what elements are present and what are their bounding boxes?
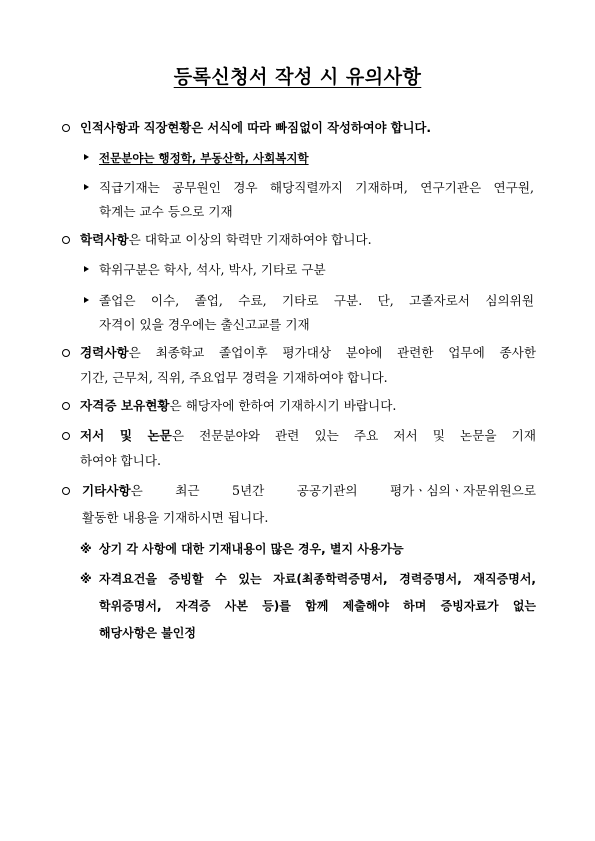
reference-mark-icon: ※ [80, 572, 92, 586]
section-others-rest: 은 최근 5년간 공공기관의 평가ㆍ심의ㆍ자문위원으로 [130, 483, 536, 498]
note-evidence-line1: 자격요건을 증빙할 수 있는 자료(최종학력증명서, 경력증명서, 재직증명서, [99, 572, 536, 586]
sub-specialty-field: 전문분야는 행정학, 부동산학, 사회복지학 [99, 151, 309, 165]
sub-degree: 학위구분은 학사, 석사, 박사, 기타로 구분 [99, 262, 326, 277]
section-publications-line2: 하여야 합니다. [80, 453, 161, 468]
section-publications-head: 저서 및 논문 [80, 428, 172, 443]
triangle-bullet-icon [84, 297, 89, 303]
section-education [80, 232, 372, 248]
section-career [80, 345, 536, 361]
circle-bullet-icon [62, 432, 70, 440]
circle-bullet-icon [62, 236, 70, 244]
section-publications [80, 428, 536, 444]
sub-graduation-line2: 자격이 있을 경우에는 출신고교를 기재 [99, 317, 310, 332]
circle-bullet-icon [62, 349, 70, 357]
section-certificates-rest: 은 해당자에 한하여 기재하시기 바랍니다. [169, 398, 397, 413]
section-others-head: 기타사항 [82, 483, 131, 498]
sub-graduation-line1: 졸업은 이수, 졸업, 수료, 기타로 구분. 단, 고졸자로서 심의위원 [99, 293, 534, 308]
sub-rank-line1: 직급기재는 공무원인 경우 해당직렬까지 기재하며, 연구기관은 연구원, [99, 180, 534, 195]
section-certificates-head: 자격증 보유현황 [80, 398, 170, 413]
document-title: 등록신청서 작성 시 유의사항 [173, 66, 422, 88]
section-career-line2: 기간, 근무처, 직위, 주요업무 경력을 기재하여야 합니다. [80, 370, 388, 385]
section-education-head: 학력사항 [80, 232, 129, 247]
section-others-line2: 활동한 내용을 기재하시면 됩니다. [82, 510, 269, 525]
circle-bullet-icon [62, 402, 70, 410]
section-career-rest: 은 최종학교 졸업이후 평가대상 분야에 관련한 업무에 종사한 [128, 345, 536, 360]
note-evidence-line3: 해당사항은 불인정 [99, 626, 196, 640]
section-personal-info: 인적사항과 직장현황은 서식에 따라 빠짐없이 작성하여야 합니다. [80, 121, 432, 135]
section-career-head: 경력사항 [80, 345, 129, 360]
circle-bullet-icon [62, 487, 70, 495]
note-evidence-line2: 학위증명서, 자격증 사본 등)를 함께 제출해야 하며 증빙자료가 없는 [99, 599, 536, 613]
triangle-bullet-icon [84, 266, 89, 272]
note-extra-sheet: 상기 각 사항에 대한 기재내용이 많은 경우, 별지 사용가능 [99, 542, 404, 556]
triangle-bullet-icon [84, 154, 89, 160]
sub-rank-line2: 학계는 교수 등으로 기재 [99, 204, 233, 219]
section-others [82, 483, 536, 499]
reference-mark-icon: ※ [80, 542, 92, 556]
circle-bullet-icon [62, 124, 70, 132]
section-education-rest: 은 대학교 이상의 학력만 기재하여야 합니다. [128, 232, 372, 247]
triangle-bullet-icon [84, 184, 89, 190]
section-publications-rest: 은 전문분야와 관련 있는 주요 저서 및 논문을 기재 [171, 428, 536, 443]
section-certificates [80, 398, 396, 414]
